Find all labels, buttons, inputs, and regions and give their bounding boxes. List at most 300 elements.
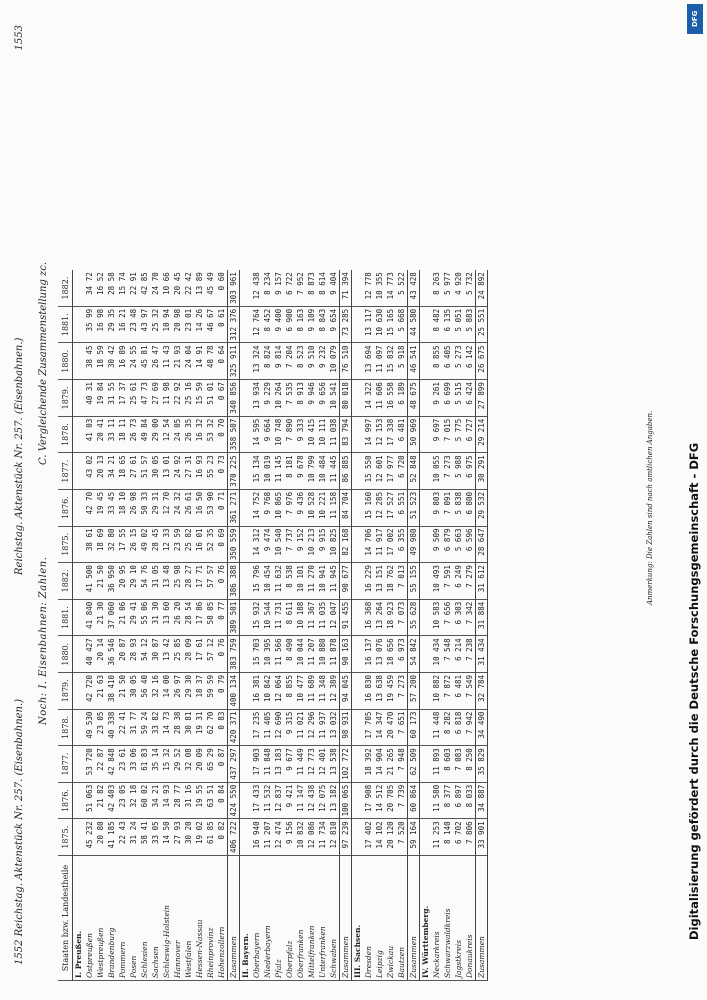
- row-label: Oberbayern: [251, 856, 262, 981]
- statistics-table: [58, 270, 488, 981]
- table-row: [273, 270, 284, 980]
- table-cell: 20 120: [385, 819, 396, 856]
- table-cell: 73 285: [340, 306, 352, 343]
- table-cell: 14 904: [374, 746, 385, 783]
- table-cell: 91 455: [340, 599, 352, 636]
- table-cell: 11 917: [374, 526, 385, 563]
- table-cell: 19 84: [95, 380, 106, 417]
- table-cell: 10 477: [295, 672, 306, 709]
- table-cell: [420, 526, 432, 563]
- table-cell: 24 92: [172, 453, 183, 490]
- table-cell: 22 92: [172, 380, 183, 417]
- table-cell: 17 55: [117, 526, 128, 563]
- table-cell: 5 988: [453, 453, 464, 490]
- table-cell: 22 42: [183, 270, 194, 306]
- table-cell: 0 60: [216, 270, 228, 306]
- table-cell: 14 50: [161, 819, 172, 856]
- table-cell: 31 05: [150, 563, 161, 600]
- table-cell: 13 538: [328, 746, 340, 783]
- table-cell: 17 235: [251, 709, 262, 746]
- table-cell: 7 073: [396, 599, 408, 636]
- table-cell: 32 784: [476, 672, 488, 709]
- table-cell: 9 404: [328, 270, 340, 306]
- table-cell: 5 668: [396, 306, 408, 343]
- table-cell: 7 952: [295, 270, 306, 306]
- table-cell: 6 818: [453, 709, 464, 746]
- table-cell: 44 580: [408, 306, 420, 343]
- table-row: [352, 270, 364, 980]
- table-cell: 10 434: [431, 636, 442, 673]
- table-cell: [73, 782, 85, 819]
- table-cell: 27 61: [128, 453, 139, 490]
- table-cell: 11 532: [262, 782, 273, 819]
- table-cell: 6 900: [284, 306, 295, 343]
- table-cell: 23 48: [128, 306, 139, 343]
- table-cell: 9 803: [431, 489, 442, 526]
- table-row: [476, 270, 488, 980]
- table-cell: [352, 343, 364, 380]
- table-cell: 10 880: [317, 636, 328, 673]
- table-cell: 9 474: [262, 526, 273, 563]
- table-row: [262, 270, 273, 980]
- table-row: [183, 270, 194, 980]
- table-cell: [352, 416, 364, 453]
- table-cell: 37 060: [106, 599, 117, 636]
- table-cell: 6 481: [453, 672, 464, 709]
- table-cell: 28 77: [172, 782, 183, 819]
- table-row: [117, 270, 128, 980]
- table-cell: 10 842: [262, 672, 273, 709]
- table-row: [328, 270, 340, 980]
- table-cell: 30 42: [106, 343, 117, 380]
- table-cell: 361 271: [228, 489, 240, 526]
- table-cell: 9 654: [328, 306, 340, 343]
- table-cell: 0 77: [216, 599, 228, 636]
- table-cell: 8 843: [317, 306, 328, 343]
- table-cell: 10 213: [306, 526, 317, 563]
- table-cell: 17 433: [251, 782, 262, 819]
- table-cell: 62 509: [408, 746, 420, 783]
- table-cell: 10 882: [431, 672, 442, 709]
- table-cell: 7 273: [442, 453, 453, 490]
- table-cell: 20 41: [95, 416, 106, 453]
- table-cell: 59 59: [205, 672, 216, 709]
- table-cell: 9 510: [306, 343, 317, 380]
- table-cell: 10 101: [295, 563, 306, 600]
- table-cell: 42 720: [84, 672, 95, 709]
- table-cell: 17 002: [385, 526, 396, 563]
- table-cell: 400 134: [228, 672, 240, 709]
- table-cell: 20 13: [95, 453, 106, 490]
- table-cell: 26 35: [183, 416, 194, 453]
- table-cell: 41 840: [84, 599, 95, 636]
- table-cell: 5 515: [453, 380, 464, 417]
- table-cell: 11 448: [431, 709, 442, 746]
- table-cell: 11 848: [262, 746, 273, 783]
- row-label: Donaukreis: [464, 856, 476, 981]
- table-cell: 0 67: [216, 380, 228, 417]
- table-cell: 32 80: [106, 526, 117, 563]
- table-cell: 0 69: [216, 526, 228, 563]
- table-cell: 350 559: [228, 526, 240, 563]
- table-cell: [420, 380, 432, 417]
- table-cell: 10 941: [317, 563, 328, 600]
- table-cell: 7 548: [442, 636, 453, 673]
- table-cell: 8 611: [284, 599, 295, 636]
- table-cell: 9 678: [295, 453, 306, 490]
- table-cell: 22 41: [117, 709, 128, 746]
- table-cell: 53 720: [84, 746, 95, 783]
- table-cell: 10 825: [328, 526, 340, 563]
- table-cell: [352, 782, 364, 819]
- column-header: 1875.: [58, 819, 73, 856]
- table-cell: 10 748: [273, 416, 284, 453]
- table-cell: 50 969: [408, 416, 420, 453]
- table-cell: 20 87: [117, 636, 128, 673]
- table-row: [161, 270, 172, 980]
- table-cell: 86 885: [340, 453, 352, 490]
- table-cell: 61 83: [139, 746, 150, 783]
- table-cell: 7 739: [396, 782, 408, 819]
- table-cell: 21 265: [385, 746, 396, 783]
- row-label: Westpreußen: [95, 856, 106, 981]
- table-cell: 11 035: [317, 599, 328, 636]
- column-header: 1877.: [58, 453, 73, 490]
- table-cell: 20 14: [95, 636, 106, 673]
- row-label: Rheinprovinz: [205, 856, 216, 981]
- table-cell: 325 911: [228, 343, 240, 380]
- table-cell: 48 675: [408, 380, 420, 417]
- row-label: Pfalz: [273, 856, 284, 981]
- table-cell: 16 89: [117, 343, 128, 380]
- column-header: 1882.: [58, 270, 73, 306]
- table-body: [73, 270, 488, 980]
- table-row: [306, 270, 317, 980]
- table-cell: 45 49: [205, 270, 216, 306]
- table-cell: [73, 599, 85, 636]
- row-label: Zusammen: [408, 856, 420, 981]
- table-cell: 13 151: [374, 563, 385, 600]
- table-cell: 36 950: [106, 563, 117, 600]
- table-cell: 12 474: [273, 819, 284, 856]
- table-cell: 14 706: [363, 526, 374, 563]
- table-cell: 11 606: [374, 380, 385, 417]
- table-cell: [240, 526, 252, 563]
- table-cell: 9 156: [284, 819, 295, 856]
- table-cell: 13 264: [374, 599, 385, 636]
- table-cell: 34 887: [476, 782, 488, 819]
- table-cell: 0 76: [216, 563, 228, 600]
- table-cell: 80 018: [340, 380, 352, 417]
- table-cell: 50 33: [139, 489, 150, 526]
- table-cell: 24 892: [476, 270, 488, 306]
- footnote: Anmerkung: Die Zahlen sind nach amtlichen Angaben.: [646, 410, 654, 605]
- table-cell: 11 038: [328, 416, 340, 453]
- row-label: Zusammen: [228, 856, 240, 981]
- table-cell: 40 427: [84, 636, 95, 673]
- table-cell: 8 873: [306, 270, 317, 306]
- table-cell: 9 400: [273, 306, 284, 343]
- table-cell: 8 824: [262, 343, 273, 380]
- table-cell: 23 59: [172, 526, 183, 563]
- table-cell: 36 546: [106, 636, 117, 673]
- section-subhead-right: C. Vergleichende Zusammenstellung zc.: [38, 261, 49, 465]
- table-cell: 16 558: [385, 380, 396, 417]
- table-cell: 10 111: [317, 416, 328, 453]
- table-cell: 6 702: [453, 819, 464, 856]
- table-cell: 29 35: [106, 306, 117, 343]
- table-cell: 0 82: [216, 819, 228, 856]
- table-cell: 33 901: [476, 819, 488, 856]
- table-cell: 19 55: [194, 782, 205, 819]
- table-cell: 31 612: [476, 563, 488, 600]
- table-cell: 12 086: [306, 819, 317, 856]
- table-cell: [240, 343, 252, 380]
- table-cell: 29 00: [150, 416, 161, 453]
- table-cell: 21 63: [95, 672, 106, 709]
- table-cell: 52 848: [408, 453, 420, 490]
- table-cell: 16 229: [363, 563, 374, 600]
- table-cell: 14 512: [374, 782, 385, 819]
- table-cell: 23 05: [117, 782, 128, 819]
- table-cell: 21 93: [172, 343, 183, 380]
- column-header: 1878.: [58, 416, 73, 453]
- row-label: Posen: [128, 856, 139, 981]
- table-cell: 5 663: [453, 526, 464, 563]
- column-header: 1878.: [58, 709, 73, 746]
- table-cell: 31 30: [150, 599, 161, 636]
- table-cell: 11 580: [431, 782, 442, 819]
- table-cell: 11 405: [262, 709, 273, 746]
- table-cell: 102 772: [340, 746, 352, 783]
- table-cell: 340 856: [228, 380, 240, 417]
- table-cell: 11 945: [328, 563, 340, 600]
- section-subhead-left: Noch: I. Eisenbahnen: Zahlen.: [38, 556, 49, 725]
- table-cell: 30 05: [150, 453, 161, 490]
- table-cell: 383 759: [228, 636, 240, 673]
- table-cell: [73, 270, 85, 306]
- column-header: 1880.: [58, 343, 73, 380]
- table-cell: 16 137: [363, 636, 374, 673]
- table-cell: 18 69: [95, 526, 106, 563]
- table-cell: 13 183: [273, 746, 284, 783]
- table-cell: 41 03: [84, 416, 95, 453]
- table-cell: 13 117: [363, 306, 374, 343]
- table-cell: 25 16: [183, 380, 194, 417]
- table-cell: [420, 636, 432, 673]
- table-cell: 0 76: [216, 636, 228, 673]
- table-row: [228, 270, 240, 980]
- table-row: [396, 270, 408, 980]
- page-header-left: 1552 Reichstag. Aktenstück Nr. 257. (Eisenbahnen.): [14, 698, 25, 965]
- table-cell: 10 630: [374, 306, 385, 343]
- table-cell: 30 87: [150, 636, 161, 673]
- table-cell: 14 322: [363, 380, 374, 417]
- table-cell: 14 00: [161, 672, 172, 709]
- table-cell: 15 932: [251, 599, 262, 636]
- row-label: Brandenburg: [106, 856, 117, 981]
- table-cell: 60 864: [408, 782, 420, 819]
- table-cell: 7 942: [464, 709, 476, 746]
- table-cell: 10 019: [262, 453, 273, 490]
- table-cell: [73, 416, 85, 453]
- table-cell: 12 389: [328, 672, 340, 709]
- table-cell: 7 591: [442, 563, 453, 600]
- table-cell: 54 12: [139, 636, 150, 673]
- table-cell: [420, 782, 432, 819]
- table-cell: 26 675: [476, 343, 488, 380]
- table-cell: 15 59: [194, 380, 205, 417]
- table-cell: 18 37: [194, 672, 205, 709]
- table-cell: 12 810: [328, 819, 340, 856]
- table-cell: 90 163: [340, 636, 352, 673]
- table-cell: 6 481: [396, 416, 408, 453]
- table-cell: 6 879: [442, 526, 453, 563]
- column-header: 1882.: [58, 563, 73, 600]
- table-cell: 94 045: [340, 672, 352, 709]
- row-label: Zusammen: [340, 856, 352, 981]
- table-row: [408, 270, 420, 980]
- table-cell: 5 838: [453, 489, 464, 526]
- table-cell: 0 87: [216, 746, 228, 783]
- table-cell: 12 153: [374, 416, 385, 453]
- table-cell: 53 32: [205, 416, 216, 453]
- table-cell: 35 14: [150, 746, 161, 783]
- table-cell: 16 21: [117, 306, 128, 343]
- table-cell: 83 794: [340, 416, 352, 453]
- table-cell: 15 165: [385, 306, 396, 343]
- table-cell: 7 976: [284, 489, 295, 526]
- table-cell: 6 722: [284, 270, 295, 306]
- row-label: IV. Württemberg.: [420, 856, 432, 981]
- table-cell: 11 145: [273, 453, 284, 490]
- column-header: 1881.: [58, 306, 73, 343]
- table-cell: 41 185: [106, 819, 117, 856]
- table-cell: 9 436: [295, 489, 306, 526]
- table-cell: 15 32: [161, 746, 172, 783]
- table-cell: 19 31: [194, 709, 205, 746]
- table-cell: 52 35: [205, 526, 216, 563]
- row-label: Unterfranken: [317, 856, 328, 981]
- table-cell: 24 04: [183, 343, 194, 380]
- table-cell: [240, 709, 252, 746]
- table-cell: 16 940: [251, 819, 262, 856]
- table-cell: 84 704: [340, 489, 352, 526]
- table-cell: 6 405: [442, 343, 453, 380]
- table-cell: 6 973: [396, 636, 408, 673]
- table-cell: 8 855: [284, 672, 295, 709]
- table-cell: 13 48: [161, 563, 172, 600]
- table-cell: 21 06: [117, 599, 128, 636]
- table-cell: 6 596: [464, 526, 476, 563]
- table-cell: [352, 709, 364, 746]
- table-cell: 10 454: [262, 563, 273, 600]
- table-cell: 10 221: [317, 489, 328, 526]
- table-cell: 11 021: [295, 709, 306, 746]
- table-cell: 98 931: [340, 709, 352, 746]
- table-cell: 5 918: [396, 343, 408, 380]
- table-cell: [240, 563, 252, 600]
- table-cell: 6 249: [453, 563, 464, 600]
- table-cell: 28 45: [150, 526, 161, 563]
- table-cell: 12 075: [317, 782, 328, 819]
- table-cell: 21 50: [117, 672, 128, 709]
- table-cell: 6 189: [396, 380, 408, 417]
- table-cell: [73, 636, 85, 673]
- table-cell: 12 837: [273, 782, 284, 819]
- table-cell: 13 638: [374, 672, 385, 709]
- table-cell: 17 86: [194, 599, 205, 636]
- table-cell: 49 980: [408, 526, 420, 563]
- table-cell: 14 773: [385, 270, 396, 306]
- table-cell: 34 21: [106, 453, 117, 490]
- table-cell: 47 73: [139, 380, 150, 417]
- table-cell: 58 05: [205, 599, 216, 636]
- table-cell: 57 12: [205, 636, 216, 673]
- table-cell: 7 013: [396, 563, 408, 600]
- table-cell: 17 903: [251, 746, 262, 783]
- table-cell: 10 264: [273, 380, 284, 417]
- table-cell: [420, 270, 432, 306]
- table-cell: 12 047: [328, 599, 340, 636]
- table-cell: [352, 746, 364, 783]
- table-cell: 17 977: [385, 453, 396, 490]
- table-cell: 7 651: [396, 709, 408, 746]
- table-cell: 7 273: [396, 672, 408, 709]
- column-header: 1879.: [58, 380, 73, 417]
- table-cell: 31 434: [476, 636, 488, 673]
- table-cell: [420, 819, 432, 856]
- table-cell: 28 09: [183, 636, 194, 673]
- table-cell: 35 99: [84, 306, 95, 343]
- table-cell: 12 778: [363, 270, 374, 306]
- table-cell: 13 89: [194, 270, 205, 306]
- table-cell: 23 61: [117, 746, 128, 783]
- table-cell: 9 157: [273, 270, 284, 306]
- table-cell: 12 438: [251, 270, 262, 306]
- table-cell: [240, 270, 252, 306]
- table-cell: 12 438: [306, 782, 317, 819]
- table-cell: 12 764: [251, 306, 262, 343]
- table-cell: 13 032: [328, 709, 340, 746]
- table-cell: 42 85: [139, 270, 150, 306]
- table-cell: 26 61: [183, 489, 194, 526]
- table-cell: 59 24: [139, 709, 150, 746]
- table-cell: 29 30: [183, 672, 194, 709]
- table-cell: 10 799: [306, 453, 317, 490]
- table-cell: [73, 489, 85, 526]
- table-cell: 46 541: [408, 343, 420, 380]
- table-cell: 11 445: [328, 453, 340, 490]
- table-cell: 20 705: [385, 782, 396, 819]
- table-cell: 8 452: [262, 306, 273, 343]
- row-label: Jagstkreis: [453, 856, 464, 981]
- table-cell: 5 051: [453, 306, 464, 343]
- table-row: [128, 270, 139, 980]
- table-cell: [352, 599, 364, 636]
- table-cell: 7 806: [464, 819, 476, 856]
- dfg-logo: DFG: [687, 4, 703, 34]
- table-cell: 13 182: [328, 782, 340, 819]
- table-cell: 6 975: [464, 453, 476, 490]
- table-cell: 5 883: [464, 306, 476, 343]
- table-cell: 59 164: [408, 819, 420, 856]
- table-row: [84, 270, 95, 980]
- table-cell: [240, 380, 252, 417]
- table-cell: 11 158: [328, 489, 340, 526]
- table-cell: 7 204: [284, 343, 295, 380]
- table-cell: 8 603: [442, 746, 453, 783]
